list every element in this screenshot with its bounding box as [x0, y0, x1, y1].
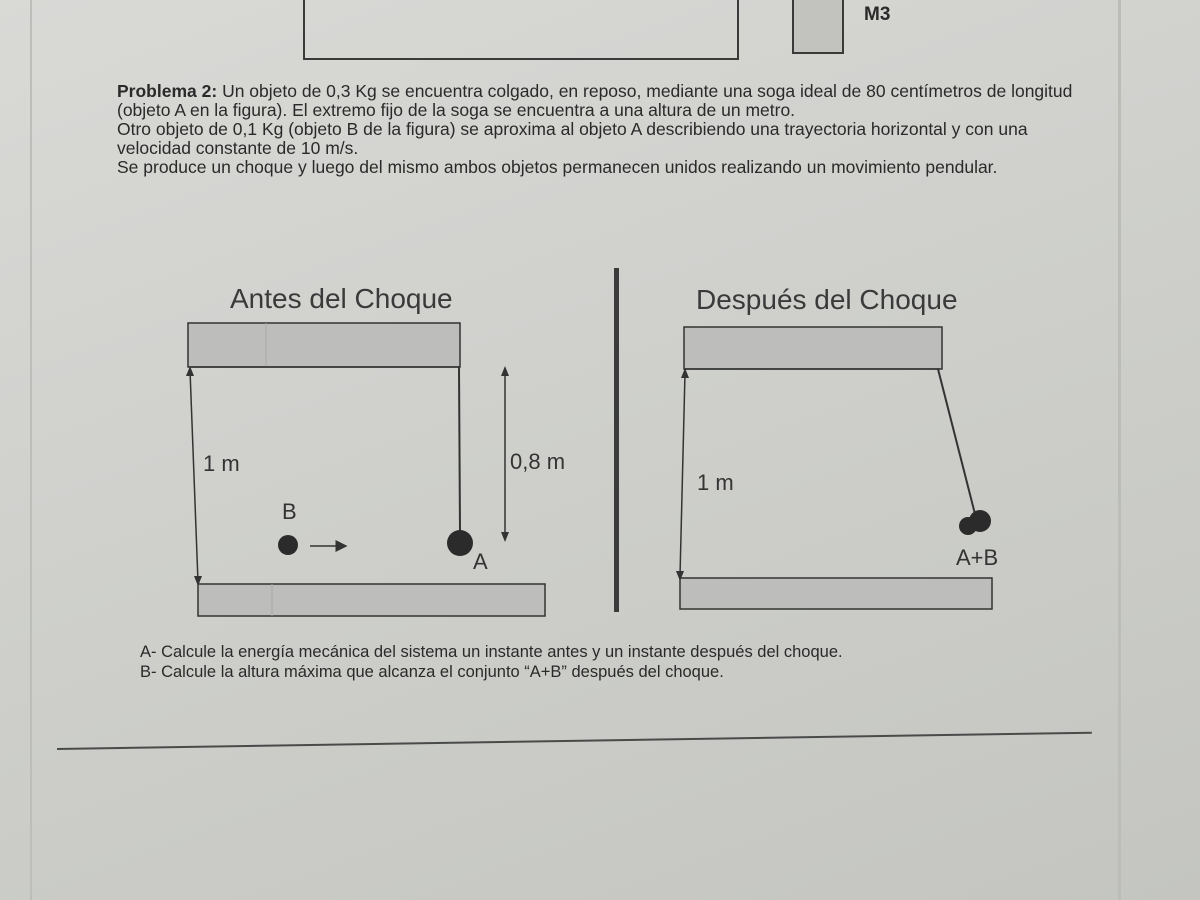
question-b: B- Calcule la altura máxima que alcanza el conjunto “A+B” después del choque.: [140, 663, 724, 681]
before-height-label: 1 m: [203, 451, 240, 476]
problem-heading: Problema 2:: [117, 81, 218, 101]
before-collision-title: Antes del Choque: [230, 283, 453, 314]
figure-divider: [614, 268, 619, 612]
before-rope: [459, 367, 460, 532]
object-a-label: A: [473, 549, 488, 574]
object-a: [447, 530, 473, 556]
rope-length-label: 0,8 m: [510, 449, 566, 474]
object-b: [278, 535, 298, 555]
problem-paragraph-2: Otro objeto de 0,1 Kg (objeto B de la figura) se aproxima al objeto A describiendo una trayectoria horizontal y con una velocidad constante de 10 m/s.: [117, 119, 1028, 158]
section-code: M3: [864, 4, 891, 25]
problem-paragraph-1: Un objeto de 0,3 Kg se encuentra colgado, en reposo, mediante una soga ideal de 80 centímetros de longitud (objeto A en la figura). El extremo fijo de la soga se encuentra a una altura de un metro.: [117, 81, 1073, 120]
after-height-label: 1 m: [697, 470, 734, 495]
after-floor-block: [680, 578, 992, 609]
object-b-label: B: [282, 499, 297, 524]
problem-paragraph-3: Se produce un choque y luego del mismo ambos objetos permanecen unidos realizando un movimiento pendular.: [117, 157, 998, 177]
object-ab-label: A+B: [956, 545, 999, 570]
after-height-arrow: [680, 373, 685, 576]
before-height-arrow: [190, 370, 198, 582]
after-ceiling-block: [684, 327, 942, 369]
questions: [140, 642, 843, 682]
after-collision-title: Después del Choque: [696, 284, 958, 315]
before-floor-block: [198, 584, 545, 616]
after-rope: [938, 369, 975, 514]
question-a: A- Calcule la energía mecánica del sistema un instante antes y un instante después del choque.: [140, 643, 843, 661]
before-ceiling-block: [188, 323, 460, 367]
